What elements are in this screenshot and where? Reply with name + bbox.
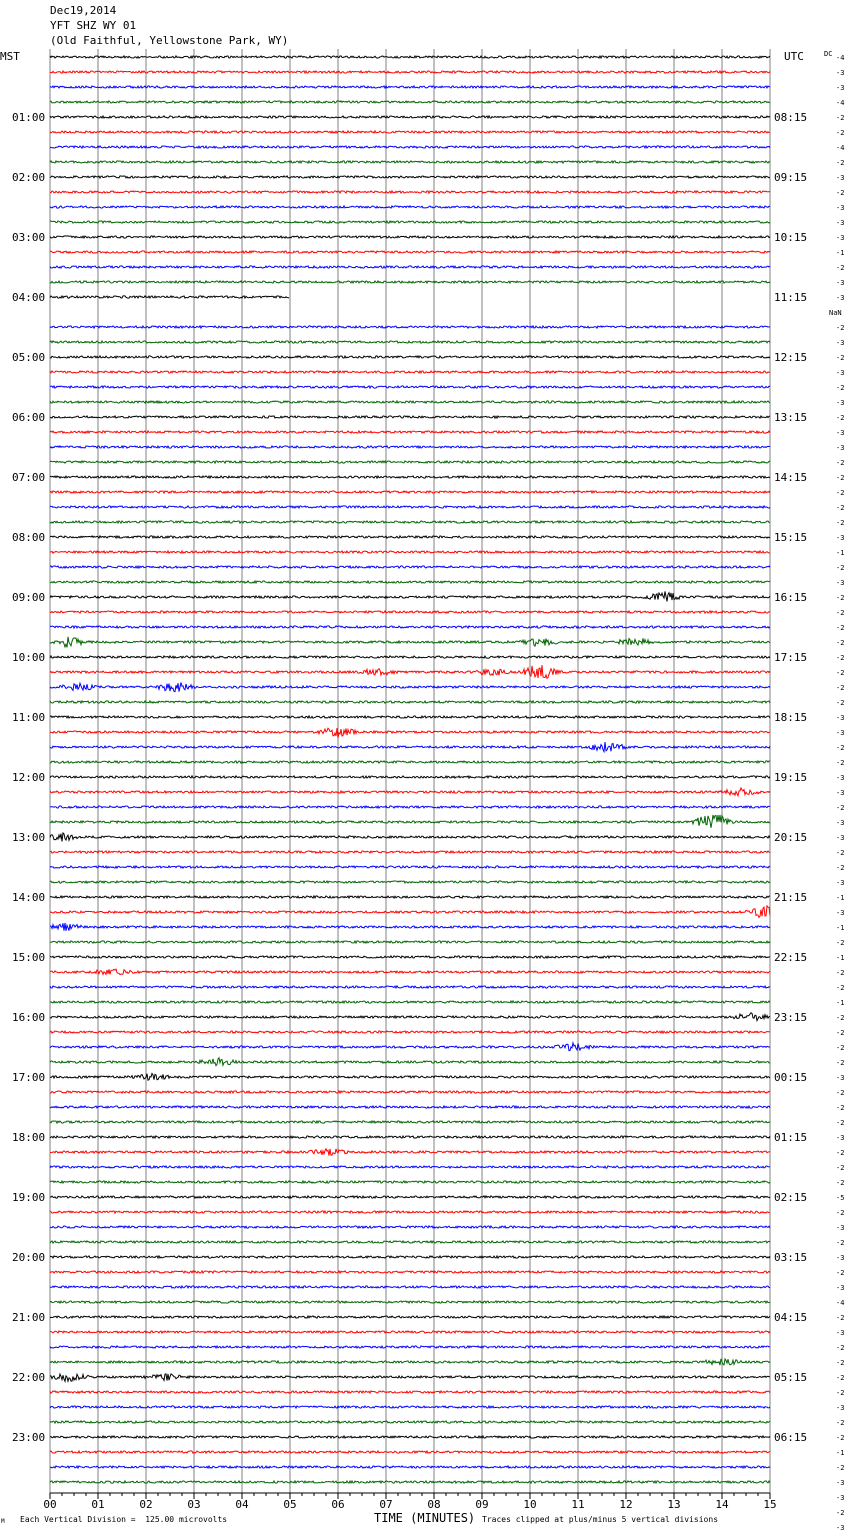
dc-offset-label: -2 bbox=[836, 1509, 845, 1517]
trace-line bbox=[50, 401, 770, 403]
dc-offset-label: -3 bbox=[836, 1479, 845, 1487]
left-timezone-label: MST bbox=[0, 50, 20, 63]
x-axis-label: TIME (MINUTES) bbox=[374, 1511, 476, 1525]
corner-mark: M bbox=[1, 1518, 5, 1525]
trace-line bbox=[50, 1058, 770, 1066]
dc-offset-label: -3 bbox=[836, 1524, 845, 1532]
dc-offset-label: -2 bbox=[836, 594, 845, 602]
dc-offset-label: -2 bbox=[836, 1059, 845, 1067]
right-hour-label: 21:15 bbox=[774, 891, 808, 904]
trace-line bbox=[50, 1406, 770, 1408]
trace-line bbox=[50, 1271, 770, 1273]
trace-line bbox=[50, 581, 770, 583]
dc-offset-label: -3 bbox=[836, 909, 845, 917]
trace-line bbox=[50, 371, 770, 373]
x-tick-label: 06 bbox=[331, 1498, 345, 1511]
trace-line bbox=[50, 1196, 770, 1198]
right-hour-label: 09:15 bbox=[774, 171, 808, 184]
dc-offset-label: -2 bbox=[836, 1029, 845, 1037]
trace-line bbox=[50, 476, 770, 478]
dc-offset-label: -2 bbox=[836, 1434, 845, 1442]
dc-offset-label: -3 bbox=[836, 714, 845, 722]
dc-offset-label: -3 bbox=[836, 819, 845, 827]
trace-line bbox=[50, 761, 770, 763]
x-tick-label: 14 bbox=[715, 1498, 729, 1511]
trace-line bbox=[50, 806, 770, 808]
trace-line bbox=[50, 1331, 770, 1333]
dc-offset-label: -2 bbox=[836, 1044, 845, 1052]
dc-offset-label: -2 bbox=[836, 1374, 845, 1382]
trace-line bbox=[50, 431, 770, 433]
left-hour-label: 22:00 bbox=[12, 1371, 46, 1384]
dc-offset-label: -4 bbox=[836, 54, 845, 62]
right-hour-label: 20:15 bbox=[774, 831, 808, 844]
x-tick-label: 00 bbox=[43, 1498, 57, 1511]
trace-line bbox=[50, 1241, 770, 1243]
dc-offset-label: -3 bbox=[836, 339, 845, 347]
header-date: Dec19,2014 bbox=[50, 4, 117, 17]
dc-offset-label: -2 bbox=[836, 654, 845, 662]
trace-line bbox=[50, 146, 770, 148]
trace-line bbox=[50, 191, 770, 193]
dc-offset-label: -2 bbox=[836, 684, 845, 692]
trace-line bbox=[50, 251, 770, 253]
right-hour-label: 00:15 bbox=[774, 1071, 808, 1084]
dc-offset-label: -2 bbox=[836, 624, 845, 632]
left-hour-label: 13:00 bbox=[12, 831, 46, 844]
trace-line bbox=[50, 56, 770, 58]
dc-offset-label: -3 bbox=[836, 429, 845, 437]
trace-line bbox=[50, 71, 770, 73]
x-tick-label: 11 bbox=[571, 1498, 585, 1511]
x-tick-label: 09 bbox=[475, 1498, 489, 1511]
trace-line bbox=[50, 941, 770, 943]
dc-offset-label: -2 bbox=[836, 1119, 845, 1127]
trace-line bbox=[50, 1346, 770, 1348]
left-hour-label: 19:00 bbox=[12, 1191, 46, 1204]
dc-offset-label: NaN bbox=[829, 309, 842, 317]
dc-offset-label: -3 bbox=[836, 1494, 845, 1502]
clip-note: Traces clipped at plus/minus 5 vertical divisions bbox=[482, 1515, 719, 1524]
right-timezone-label: UTC bbox=[784, 50, 804, 63]
left-hour-label: 12:00 bbox=[12, 771, 46, 784]
dc-offset-label: -2 bbox=[836, 1359, 845, 1367]
trace-line bbox=[50, 728, 770, 738]
dc-offset-label: -2 bbox=[836, 1164, 845, 1172]
header-location: (Old Faithful, Yellowstone Park, WY) bbox=[50, 34, 289, 47]
dc-offset-label: -4 bbox=[836, 1299, 845, 1307]
trace-line bbox=[50, 815, 770, 828]
trace-line bbox=[50, 788, 770, 796]
dc-offset-label: -2 bbox=[836, 969, 845, 977]
dc-offset-label: -3 bbox=[836, 69, 845, 77]
trace-line bbox=[50, 1391, 770, 1393]
left-hour-label: 08:00 bbox=[12, 531, 46, 544]
dc-offset-label: -3 bbox=[836, 444, 845, 452]
trace-line bbox=[50, 266, 770, 268]
right-hour-label: 05:15 bbox=[774, 1371, 808, 1384]
dc-offset-label: -4 bbox=[836, 144, 845, 152]
left-hour-label: 04:00 bbox=[12, 291, 46, 304]
trace-line bbox=[50, 551, 770, 553]
trace-line bbox=[50, 1031, 770, 1033]
dc-label: DC bbox=[824, 50, 833, 58]
dc-offset-label: -2 bbox=[836, 264, 845, 272]
left-hour-label: 14:00 bbox=[12, 891, 46, 904]
dc-offset-label: -2 bbox=[836, 324, 845, 332]
x-tick-label: 03 bbox=[187, 1498, 201, 1511]
trace-line bbox=[50, 1316, 770, 1318]
trace-line bbox=[50, 986, 770, 988]
dc-offset-label: -3 bbox=[836, 729, 845, 737]
dc-offset-label: -2 bbox=[836, 414, 845, 422]
left-hour-label: 15:00 bbox=[12, 951, 46, 964]
dc-offset-label: -2 bbox=[836, 1344, 845, 1352]
dc-offset-label: -3 bbox=[836, 1074, 845, 1082]
dc-offset-label: -2 bbox=[836, 459, 845, 467]
dc-offset-label: -2 bbox=[836, 1014, 845, 1022]
dc-offset-label: -2 bbox=[836, 639, 845, 647]
trace-line bbox=[50, 1301, 770, 1303]
trace-line bbox=[50, 626, 770, 628]
dc-offset-label: -3 bbox=[836, 399, 845, 407]
x-tick-label: 04 bbox=[235, 1498, 249, 1511]
trace-line bbox=[50, 1091, 770, 1093]
trace-line bbox=[50, 1436, 770, 1438]
dc-offset-label: -2 bbox=[836, 804, 845, 812]
trace-line bbox=[50, 866, 770, 868]
left-hour-label: 10:00 bbox=[12, 651, 46, 664]
right-hour-label: 08:15 bbox=[774, 111, 808, 124]
left-hour-label: 09:00 bbox=[12, 591, 46, 604]
trace-line bbox=[50, 1181, 770, 1183]
dc-offset-label: -2 bbox=[836, 384, 845, 392]
trace-line bbox=[50, 446, 770, 448]
dc-offset-label: -3 bbox=[836, 534, 845, 542]
dc-offset-label: -2 bbox=[836, 1419, 845, 1427]
x-tick-label: 12 bbox=[619, 1498, 633, 1511]
trace-line bbox=[50, 1286, 770, 1288]
x-tick-label: 02 bbox=[139, 1498, 153, 1511]
dc-offset-label: -2 bbox=[836, 849, 845, 857]
left-hour-label: 11:00 bbox=[12, 711, 46, 724]
x-tick-label: 13 bbox=[667, 1498, 681, 1511]
dc-offset-label: -2 bbox=[836, 609, 845, 617]
trace-line bbox=[50, 386, 770, 388]
trace-line bbox=[50, 1481, 770, 1483]
left-hour-label: 02:00 bbox=[12, 171, 46, 184]
left-hour-label: 18:00 bbox=[12, 1131, 46, 1144]
right-hour-label: 11:15 bbox=[774, 291, 808, 304]
right-hour-label: 01:15 bbox=[774, 1131, 808, 1144]
trace-line bbox=[50, 591, 770, 601]
dc-offset-label: -2 bbox=[836, 1104, 845, 1112]
dc-offset-label: -2 bbox=[836, 1179, 845, 1187]
trace-line bbox=[50, 1136, 770, 1138]
dc-offset-label: -3 bbox=[836, 1254, 845, 1262]
trace-line bbox=[50, 881, 770, 883]
left-hour-label: 06:00 bbox=[12, 411, 46, 424]
trace-line bbox=[50, 742, 770, 752]
dc-offset-label: -2 bbox=[836, 984, 845, 992]
right-hour-label: 06:15 bbox=[774, 1431, 808, 1444]
trace-line bbox=[50, 1001, 770, 1003]
trace-line bbox=[50, 776, 770, 778]
right-hour-label: 14:15 bbox=[774, 471, 808, 484]
trace-line bbox=[50, 86, 770, 88]
x-tick-label: 10 bbox=[523, 1498, 537, 1511]
trace-line bbox=[50, 326, 770, 328]
dc-offset-label: -2 bbox=[836, 744, 845, 752]
dc-offset-label: -3 bbox=[836, 879, 845, 887]
trace-line bbox=[50, 566, 770, 568]
trace-line bbox=[50, 1451, 770, 1453]
trace-line bbox=[50, 341, 770, 343]
trace-line bbox=[50, 416, 770, 418]
dc-offset-label: -3 bbox=[836, 1284, 845, 1292]
trace-line bbox=[50, 536, 770, 538]
left-hour-label: 17:00 bbox=[12, 1071, 46, 1084]
dc-offset-label: -3 bbox=[836, 1404, 845, 1412]
trace-line bbox=[50, 923, 770, 931]
right-hour-label: 12:15 bbox=[774, 351, 808, 364]
trace-line bbox=[50, 956, 770, 958]
trace-line bbox=[50, 116, 770, 118]
trace-line bbox=[50, 356, 770, 358]
trace-line bbox=[50, 1226, 770, 1228]
left-hour-label: 20:00 bbox=[12, 1251, 46, 1264]
trace-line bbox=[50, 1166, 770, 1168]
right-hour-label: 19:15 bbox=[774, 771, 808, 784]
trace-line bbox=[50, 637, 770, 648]
dc-offset-label: -3 bbox=[836, 219, 845, 227]
right-hour-label: 04:15 bbox=[774, 1311, 808, 1324]
trace-line bbox=[50, 221, 770, 223]
trace-line bbox=[50, 1421, 770, 1423]
trace-line bbox=[50, 236, 770, 238]
dc-offset-label: -2 bbox=[836, 1389, 845, 1397]
trace-line bbox=[50, 716, 770, 718]
dc-offset-label: -1 bbox=[836, 894, 845, 902]
dc-offset-label: -3 bbox=[836, 204, 845, 212]
x-tick-label: 08 bbox=[427, 1498, 441, 1511]
dc-offset-label: -2 bbox=[836, 354, 845, 362]
left-hour-label: 23:00 bbox=[12, 1431, 46, 1444]
trace-line bbox=[50, 176, 770, 178]
right-hour-label: 10:15 bbox=[774, 231, 808, 244]
trace-line bbox=[50, 1211, 770, 1213]
trace-line bbox=[50, 1466, 770, 1468]
trace-line bbox=[50, 491, 770, 493]
left-hour-label: 05:00 bbox=[12, 351, 46, 364]
dc-offset-label: -2 bbox=[836, 129, 845, 137]
x-tick-label: 01 bbox=[91, 1498, 105, 1511]
left-hour-label: 01:00 bbox=[12, 111, 46, 124]
dc-offset-label: -3 bbox=[836, 1329, 845, 1337]
dc-offset-label: -3 bbox=[836, 774, 845, 782]
dc-offset-label: -2 bbox=[836, 489, 845, 497]
dc-offset-label: -2 bbox=[836, 1089, 845, 1097]
dc-offset-label: -2 bbox=[836, 114, 845, 122]
trace-line bbox=[50, 1043, 770, 1051]
right-hour-label: 17:15 bbox=[774, 651, 808, 664]
left-hour-label: 03:00 bbox=[12, 231, 46, 244]
dc-offset-label: -3 bbox=[836, 234, 845, 242]
left-hour-label: 21:00 bbox=[12, 1311, 46, 1324]
dc-offset-label: -2 bbox=[836, 474, 845, 482]
dc-offset-label: -2 bbox=[836, 939, 845, 947]
x-tick-label: 15 bbox=[763, 1498, 777, 1511]
trace-line bbox=[50, 906, 770, 918]
trace-line bbox=[50, 296, 289, 298]
dc-offset-label: -5 bbox=[836, 1194, 845, 1202]
trace-line bbox=[50, 969, 770, 974]
trace-line bbox=[50, 851, 770, 853]
trace-line bbox=[50, 161, 770, 163]
trace-line bbox=[50, 1013, 770, 1021]
dc-offset-label: -4 bbox=[836, 99, 845, 107]
dc-offset-label: -3 bbox=[836, 579, 845, 587]
header-station: YFT SHZ WY 01 bbox=[50, 19, 137, 32]
left-hour-label: 16:00 bbox=[12, 1011, 46, 1024]
trace-line bbox=[50, 461, 770, 463]
dc-offset-label: -1 bbox=[836, 549, 845, 557]
trace-line bbox=[50, 1149, 770, 1156]
dc-offset-label: -3 bbox=[836, 279, 845, 287]
x-tick-label: 07 bbox=[379, 1498, 393, 1511]
dc-offset-label: -1 bbox=[836, 954, 845, 962]
right-hour-label: 22:15 bbox=[774, 951, 808, 964]
trace-line bbox=[50, 1106, 770, 1108]
dc-offset-label: -2 bbox=[836, 1269, 845, 1277]
right-hour-label: 02:15 bbox=[774, 1191, 808, 1204]
dc-offset-label: -2 bbox=[836, 1314, 845, 1322]
trace-line bbox=[50, 833, 770, 842]
trace-line bbox=[50, 101, 770, 103]
dc-offset-label: -2 bbox=[836, 159, 845, 167]
right-hour-label: 15:15 bbox=[774, 531, 808, 544]
dc-offset-label: -3 bbox=[836, 294, 845, 302]
dc-offset-label: -2 bbox=[836, 1464, 845, 1472]
trace-line bbox=[50, 656, 770, 658]
dc-offset-label: -2 bbox=[836, 669, 845, 677]
scale-note: Each Vertical Division = 125.00 microvolts bbox=[20, 1515, 228, 1524]
dc-offset-label: -2 bbox=[836, 1209, 845, 1217]
dc-offset-label: -2 bbox=[836, 1149, 845, 1157]
dc-offset-label: -1 bbox=[836, 999, 845, 1007]
dc-offset-label: -2 bbox=[836, 759, 845, 767]
trace-line bbox=[50, 896, 770, 898]
right-hour-label: 03:15 bbox=[774, 1251, 808, 1264]
right-hour-label: 18:15 bbox=[774, 711, 808, 724]
right-hour-label: 23:15 bbox=[774, 1011, 808, 1024]
left-hour-label: 07:00 bbox=[12, 471, 46, 484]
trace-line bbox=[50, 131, 770, 133]
dc-offset-label: -2 bbox=[836, 519, 845, 527]
trace-line bbox=[50, 506, 770, 508]
dc-offset-label: -2 bbox=[836, 1239, 845, 1247]
trace-line bbox=[50, 1074, 770, 1081]
dc-offset-label: -3 bbox=[836, 84, 845, 92]
dc-offset-label: -2 bbox=[836, 864, 845, 872]
trace-line bbox=[50, 701, 770, 703]
dc-offset-label: -2 bbox=[836, 564, 845, 572]
trace-line bbox=[50, 611, 770, 613]
x-tick-label: 05 bbox=[283, 1498, 297, 1511]
dc-offset-label: -2 bbox=[836, 189, 845, 197]
trace-line bbox=[50, 521, 770, 523]
trace-line bbox=[50, 1256, 770, 1258]
trace-line bbox=[50, 683, 770, 692]
trace-line bbox=[50, 1121, 770, 1123]
dc-offset-label: -3 bbox=[836, 369, 845, 377]
right-hour-label: 16:15 bbox=[774, 591, 808, 604]
trace-line bbox=[50, 281, 770, 283]
dc-offset-label: -2 bbox=[836, 504, 845, 512]
dc-offset-label: -1 bbox=[836, 1449, 845, 1457]
dc-offset-label: -3 bbox=[836, 1134, 845, 1142]
dc-offset-label: -3 bbox=[836, 174, 845, 182]
dc-offset-label: -2 bbox=[836, 699, 845, 707]
dc-offset-label: -1 bbox=[836, 249, 845, 257]
dc-offset-label: -1 bbox=[836, 924, 845, 932]
trace-line bbox=[50, 665, 770, 678]
dc-offset-label: -3 bbox=[836, 834, 845, 842]
dc-offset-label: -3 bbox=[836, 1224, 845, 1232]
dc-offset-label: -3 bbox=[836, 789, 845, 797]
trace-line bbox=[50, 1374, 770, 1381]
right-hour-label: 13:15 bbox=[774, 411, 808, 424]
trace-line bbox=[50, 206, 770, 208]
trace-line bbox=[50, 1359, 770, 1365]
